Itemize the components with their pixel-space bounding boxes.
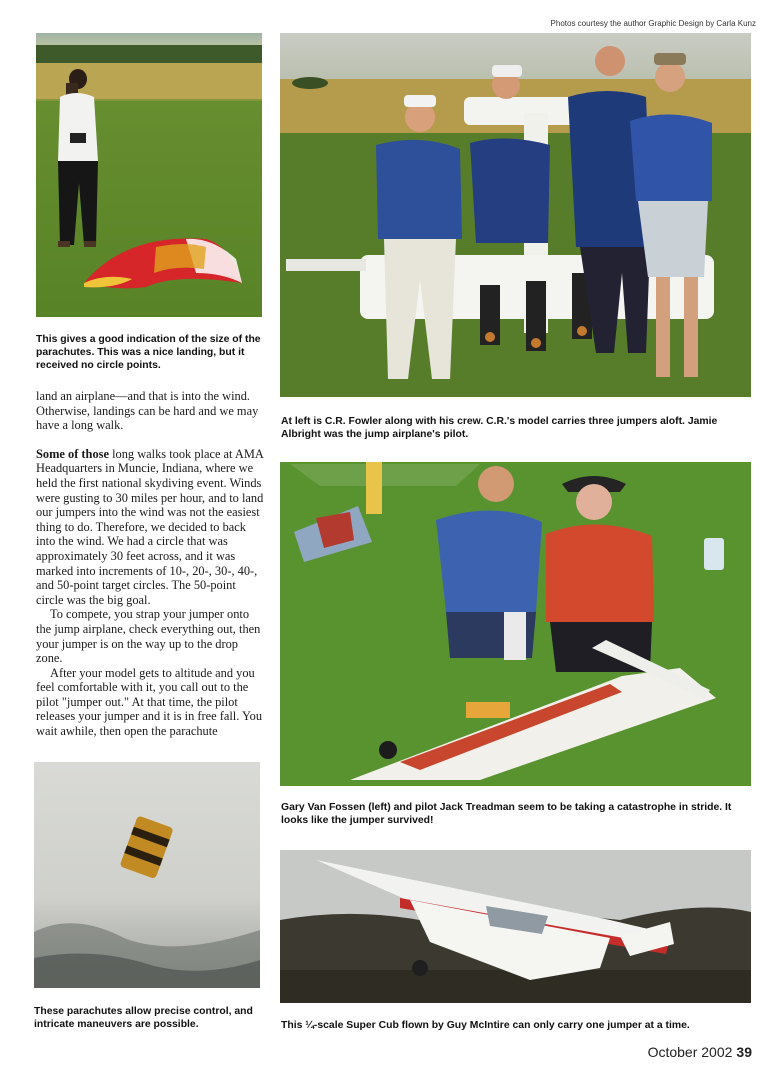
crash-image: [280, 462, 751, 786]
page-number: 39: [736, 1044, 752, 1060]
caption-supercub: This ¼-scale Super Cub flown by Guy McIntire can only carry one jumper at a time.: [281, 1020, 690, 1031]
parachute-landing-image: [36, 33, 262, 317]
photo-parachute-landing: [36, 33, 262, 317]
photo-supercub: [280, 850, 751, 1003]
photo-freefall: [34, 762, 260, 988]
photo-crew: [280, 33, 751, 397]
photo-crash: [280, 462, 751, 786]
page-folio: [648, 1044, 752, 1060]
article-body: [36, 389, 264, 739]
article-text: long walks took place at AMA Headquarters in Muncie, Indiana, where we held the first national skydiving event. Winds were gusting to 30 miles per hour, and to land our jumpers into the wind was not the easiest thing to do. Therefore, we decided to back into the wind. We had a circle that was approximately 30 feet across, and it was marked into increments of 10-, 20-, 30-, 40-, and 50-point target circles. The 50-point circle was the big goal.: [36, 446, 264, 607]
freefall-image: [34, 762, 260, 988]
crew-image: [280, 33, 751, 397]
caption-crew: At left is C.R. Fowler along with his crew. C.R.'s model carries three jumpers aloft. Jamie Albright was the jump airplane's pilot.: [281, 416, 718, 440]
article-lead-in: Some of those: [36, 446, 109, 461]
article-paragraph: To compete, you strap your jumper onto the jump airplane, check everything out, then your jumper is on the way up to the drop zone.: [36, 607, 261, 666]
article-paragraph: land an airplane—and that is into the wind. Otherwise, landings can be hard and we may have a long walk.: [36, 389, 259, 433]
caption-parachute-landing: This gives a good indication of the size of the parachutes. This was a nice landing, but it received no circle points.: [36, 334, 261, 371]
photo-credit: Photos courtesy the author Graphic Design by Carla Kunz: [550, 19, 756, 28]
caption-freefall: These parachutes allow precise control, and intricate maneuvers are possible.: [34, 1006, 253, 1030]
supercub-image: [280, 850, 751, 1003]
article-paragraph: [36, 447, 264, 608]
caption-crash: Gary Van Fossen (left) and pilot Jack Treadman seem to be taking a catastrophe in stride. It looks like the jumper survived!: [281, 802, 732, 826]
issue-date: October 2002: [647, 1044, 733, 1060]
article-paragraph: After your model gets to altitude and you feel comfortable with it, you call out to the pilot "jumper out." At that time, the pilot releases your jumper and it is in free fall. You wait awhile, then open the parachute: [36, 665, 263, 739]
